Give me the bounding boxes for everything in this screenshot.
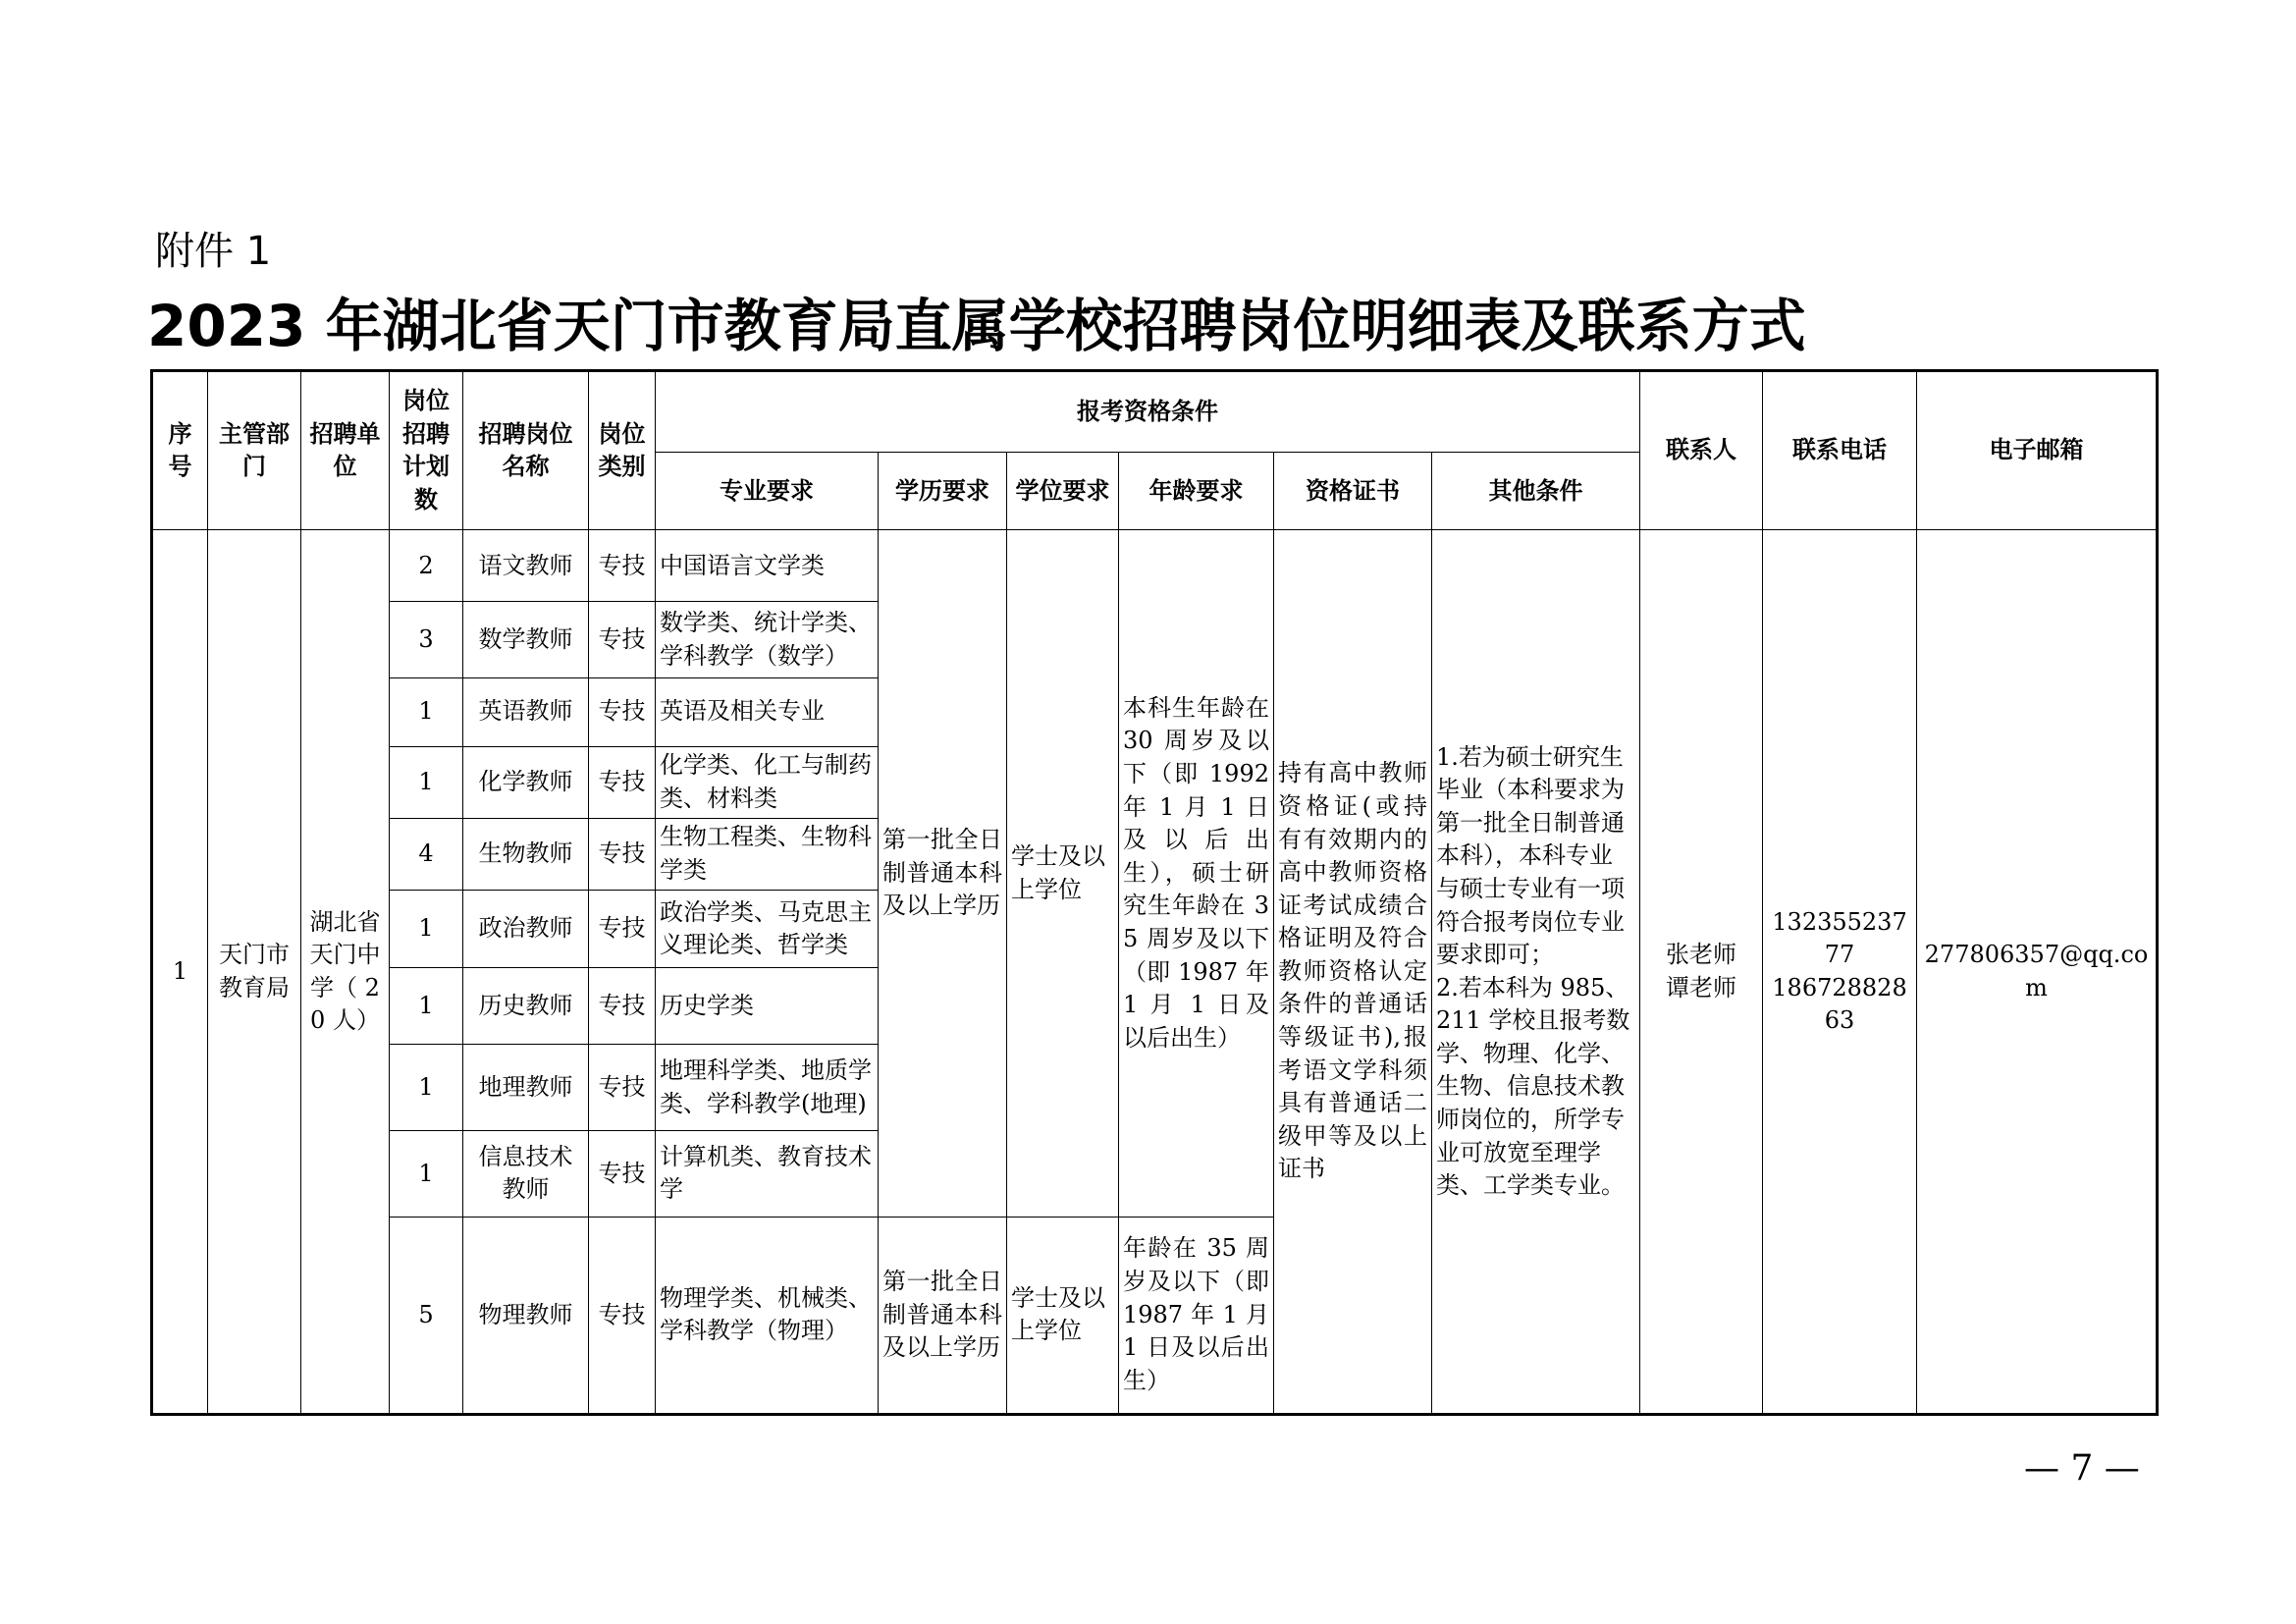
row-major: 数学类、统计学类、学科教学（数学） [656,602,879,677]
header-plan: 岗位招聘计划数 [390,371,463,530]
header-qualifications: 报考资格条件 [656,371,1640,453]
recruitment-table [150,369,2159,1416]
row-post-type: 专技 [589,1130,656,1217]
row-post-name: 历史教师 [463,968,589,1045]
record-edu-a: 第一批全日制普通本科及以上学历 [879,530,1007,1218]
header-phone: 联系电话 [1763,371,1917,530]
page-title: 2023 年湖北省天门市教育局直属学校招聘岗位明细表及联系方式 [147,293,1806,359]
record-contact: 张老师 谭老师 [1640,530,1763,1415]
row-plan: 2 [390,530,463,602]
row-post-name: 语文教师 [463,530,589,602]
row-major: 计算机类、教育技术学 [656,1130,879,1217]
header-post-name: 招聘岗位名称 [463,371,589,530]
header-edu: 学历要求 [879,453,1007,530]
row-post-name: 生物教师 [463,818,589,890]
row-post-name: 信息技术教师 [463,1130,589,1217]
row-plan: 1 [390,1045,463,1130]
header-cert: 资格证书 [1274,453,1432,530]
record-other: 1.若为硕士研究生毕业（本科要求为第一批全日制普通本科），本科专业与硕士专业有一项符合报考岗位专业要求即可； 2.若本科为 985、211 学校且报考数学、物理、化学、生物、信息技术教师岗位的，所学专业可放宽至理学类、工学类专业。 [1432,530,1640,1415]
row-post-name: 英语教师 [463,677,589,746]
header-dept: 主管部门 [208,371,301,530]
header-degree: 学位要求 [1007,453,1119,530]
row-post-type: 专技 [589,1045,656,1130]
record-dept: 天门市教育局 [208,530,301,1415]
row-plan: 3 [390,602,463,677]
row-plan: 1 [390,1130,463,1217]
row-post-type: 专技 [589,968,656,1045]
record-email: 277806357@qq.com [1917,530,2158,1415]
row-post-type: 专技 [589,818,656,890]
record-degree-b: 学士及以上学位 [1007,1217,1119,1414]
row-major: 中国语言文学类 [656,530,879,602]
row-post-name: 化学教师 [463,746,589,818]
row-post-name: 政治教师 [463,891,589,968]
record-edu-b: 第一批全日制普通本科及以上学历 [879,1217,1007,1414]
row-post-name: 地理教师 [463,1045,589,1130]
row-major: 物理学类、机械类、学科教学（物理） [656,1217,879,1414]
header-contact: 联系人 [1640,371,1763,530]
record-cert: 持有高中教师资格证(或持有有效期内的高中教师资格证考试成绩合格证明及符合教师资格认定条件的普通话等级证书),报考语文学科须具有普通话二级甲等及以上证书 [1274,530,1432,1415]
row-post-type: 专技 [589,1217,656,1414]
record-phone: 13235523777 18672882863 [1763,530,1917,1415]
record-degree-a: 学士及以上学位 [1007,530,1119,1218]
attachment-label: 附件 1 [155,229,272,274]
row-plan: 1 [390,968,463,1045]
row-major: 历史学类 [656,968,879,1045]
table-row [152,530,2158,602]
header-other: 其他条件 [1432,453,1640,530]
record-age-b: 年龄在 35 周岁及以下（即 1987 年 1 月 1 日及以后出生） [1119,1217,1274,1414]
header-seq: 序号 [152,371,208,530]
header-major: 专业要求 [656,453,879,530]
row-major: 英语及相关专业 [656,677,879,746]
record-age-a: 本科生年龄在 30 周岁及以下（即 1992 年 1 月 1 日及以后出生），硕士研究生年龄在 35 周岁及以下（即 1987 年 1 月 1 日及以后出生） [1119,530,1274,1218]
row-post-type: 专技 [589,602,656,677]
row-plan: 5 [390,1217,463,1414]
row-post-name: 数学教师 [463,602,589,677]
page-number: — 7 — [2024,1448,2140,1489]
header-email: 电子邮箱 [1917,371,2158,530]
row-post-type: 专技 [589,530,656,602]
header-age: 年龄要求 [1119,453,1274,530]
row-plan: 1 [390,677,463,746]
row-post-type: 专技 [589,746,656,818]
header-unit: 招聘单位 [301,371,390,530]
row-major: 政治学类、马克思主义理论类、哲学类 [656,891,879,968]
record-unit: 湖北省天门中学（ 20 人） [301,530,390,1415]
row-plan: 4 [390,818,463,890]
row-plan: 1 [390,746,463,818]
record-seq: 1 [152,530,208,1415]
row-post-type: 专技 [589,677,656,746]
row-major: 地理科学类、地质学类、学科教学(地理) [656,1045,879,1130]
header-post-type: 岗位类别 [589,371,656,530]
row-post-type: 专技 [589,891,656,968]
row-major: 化学类、化工与制药类、材料类 [656,746,879,818]
row-major: 生物工程类、生物科学类 [656,818,879,890]
row-post-name: 物理教师 [463,1217,589,1414]
row-plan: 1 [390,891,463,968]
